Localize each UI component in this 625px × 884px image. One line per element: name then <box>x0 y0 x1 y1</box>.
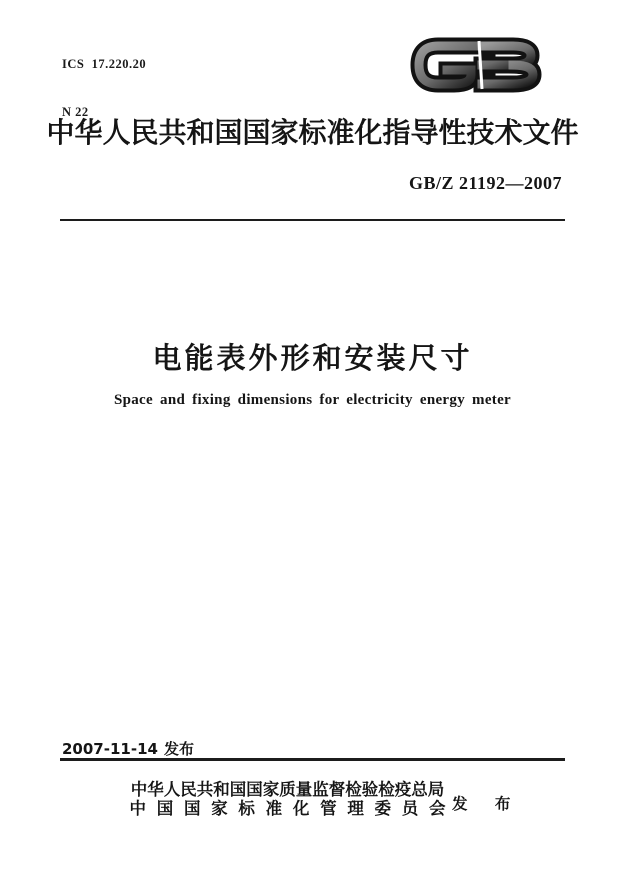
title-english: Space and fixing dimensions for electricity energy meter <box>113 392 512 408</box>
issue-date-label: 发布 <box>163 740 194 758</box>
issue-date-line <box>62 738 194 759</box>
issuer-name-primary: 中华人民共和国国家质量监督检验检疫总局 <box>130 780 445 799</box>
title-chinese: 电能表外形和安装尺寸 <box>152 341 473 375</box>
publish-label: 发 布 <box>452 795 522 813</box>
footer-divider-rule <box>60 758 565 761</box>
doc-type-heading: 中华人民共和国国家标准化指导性技术文件 <box>46 118 579 149</box>
header-divider-rule <box>60 219 565 221</box>
issue-date-value: 2007-11-14 <box>62 740 158 758</box>
issuer-name-secondary: 中国国家标准化管理委员会 <box>129 799 446 818</box>
standard-number: GB/Z 21192—2007 <box>408 173 562 193</box>
gb-logo <box>408 33 558 97</box>
classification-code: N 22 <box>62 105 89 119</box>
ics-code: ICS 17.220.20 <box>62 57 147 71</box>
